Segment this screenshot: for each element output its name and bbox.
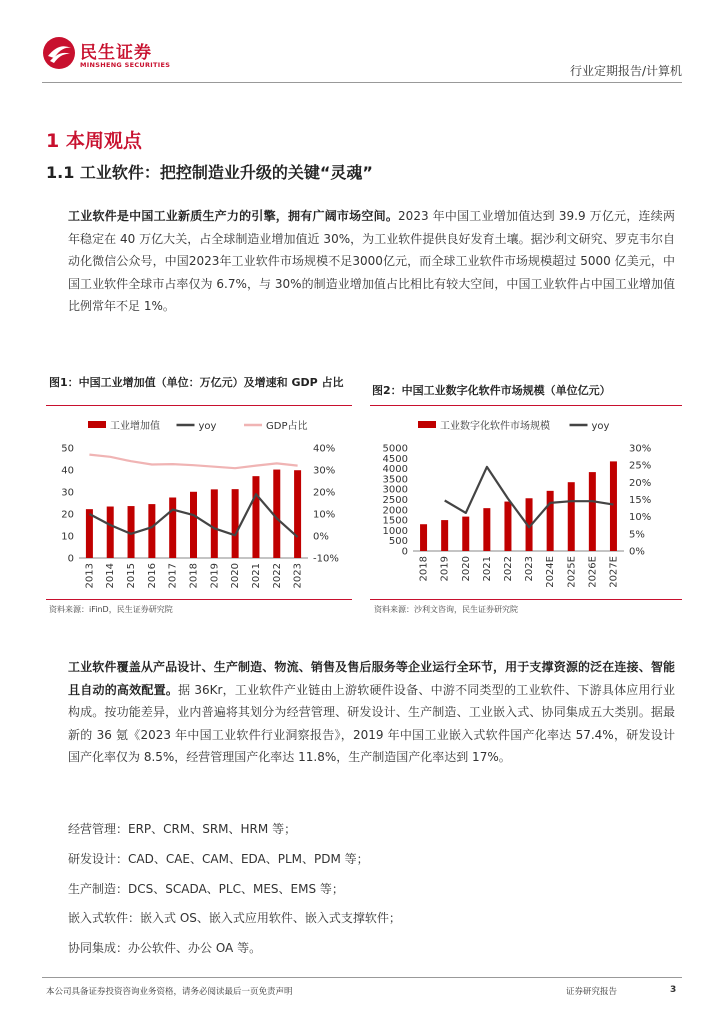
y-left-tick-label: 2500 [382,495,408,506]
x-tick-label: 2027E [608,556,620,588]
subsection-heading: 1.1 工业软件：把控制造业升级的关键“灵魂” [46,163,373,182]
y-left-tick-label: 4500 [382,453,408,465]
x-tick-label: 2018 [418,556,430,582]
y-left-tick-label: 10 [61,531,74,543]
paragraph-body: 2023 年中国工业增加值达到 39.9 万亿元，连续两年稳定在 40 万亿大关，占全球制造业增加值近 30%，为工业软件提供良好发育土壤。据沙利文研究、罗克韦尔自动化微信公众号，中国2023年工业软件市场规模不足3000亿元，而全球工业软件市场规模超过 5000 亿美元，中国工业软件全球市占率仅为 6.7%，与 30%的制造业增加值占比相比有较大空间，中国工业软件占中国工业增加值比例常年不足 1%。 [68,209,675,313]
figure2-bottom-rule [370,599,682,600]
figure1-source: 资料来源：iFinD，民生证券研究院 [49,605,173,614]
legend-label: 工业增加值 [110,421,160,432]
y-right-tick-label: 30% [313,465,336,477]
x-tick-label: 2022 [271,563,283,589]
bar [589,472,596,551]
figure2-source: 资料来源：沙利文咨询，民生证券研究院 [374,605,518,614]
figure1-title: 图1：中国工业增加值（单位：万亿元）及增速和 GDP 占比 [49,376,344,389]
x-tick-label: 2018 [188,563,200,589]
list-item: 研发设计：CAD、CAE、CAM、EDA、PLM、PDM 等； [68,852,369,866]
y-right-tick-label: 25% [629,460,652,472]
y-left-tick-label: 1500 [382,515,408,527]
figure2-top-rule [370,405,682,406]
x-tick-label: 2023 [524,556,536,582]
figure2-title: 图2：中国工业数字化软件市场规模（单位亿元） [372,384,611,397]
paragraph-body: 据 36Kr，工业软件产业链由上游软硬件设备、中游不同类型的工业软件、下游具体应用行业构成。按功能差异，业内普遍将其划分为经营管理、研发设计、生产制造、工业嵌入式、协同集成五大类别。据最新的 36 氪《2023 年中国工业软件行业洞察报告》，2019 年中国工业嵌入式软件国产化率达 57.4%，研发设计国产化率仅为 8.5%，经营管理国产化率达 11.8%，生产制造国产化率达到 17%。 [68,682,675,764]
y-left-tick-label: 50 [61,443,74,455]
legend-label: yoy [198,421,217,432]
y-left-tick-label: 0 [401,546,408,558]
bar [190,492,197,558]
y-left-tick-label: 4000 [382,464,408,476]
footer-label: 证券研究报告 [566,987,618,997]
y-right-tick-label: 0% [629,546,645,558]
legend-swatch [418,421,436,428]
y-left-tick-label: 20 [61,509,74,521]
x-tick-label: 2016 [146,563,158,589]
legend-label: 工业数字化软件市场规模 [440,421,550,432]
x-tick-label: 2021 [481,556,493,582]
x-tick-label: 2013 [84,563,96,589]
bar [107,507,114,558]
bar [610,461,617,551]
logo-text-cn: 民生证券 [80,43,152,63]
y-right-tick-label: -10% [313,553,339,565]
y-left-tick-label: 3500 [382,474,408,486]
y-left-tick-label: 1000 [382,525,408,537]
x-tick-label: 2017 [167,563,179,589]
y-right-tick-label: 0% [313,531,329,543]
y-right-tick-label: 30% [629,443,652,455]
x-tick-label: 2021 [250,563,262,589]
page-number: 3 [670,985,677,995]
y-left-tick-label: 2000 [382,505,408,517]
x-tick-label: 2022 [502,556,514,582]
figure1-top-rule [46,405,352,406]
bar [547,491,554,551]
bar [483,508,490,551]
y-right-tick-label: 10% [313,509,336,521]
bar [232,489,239,558]
legend-swatch [88,421,106,428]
y-left-tick-label: 5000 [382,443,408,455]
legend-label: GDP占比 [266,421,308,432]
x-tick-label: 2026E [587,556,599,588]
legend-label: yoy [591,421,610,432]
bar [148,504,155,558]
paragraph-coverage [68,656,675,769]
x-tick-label: 2020 [230,563,242,589]
footer-divider [42,977,682,978]
x-tick-label: 2015 [126,563,138,589]
bar [169,498,176,559]
bar [420,524,427,551]
paragraph-lead: 工业软件覆盖从产品设计、生产制造、物流、销售及售后服务等企业运行全环节，用于支撑资源的泛在连接、智能且自动的高效配置。 [68,660,675,697]
paragraph-market-space [68,205,675,318]
logo-mark-icon [42,36,76,70]
series-line [89,455,297,469]
digital-software-market-chart [370,410,682,598]
y-right-tick-label: 5% [629,529,645,541]
header-divider [42,82,682,83]
y-right-tick-label: 10% [629,512,652,524]
y-right-tick-label: 20% [629,477,652,489]
y-left-tick-label: 30 [61,487,74,499]
section-heading: 1 本周观点 [46,130,142,152]
list-item: 嵌入式软件：嵌入式 OS、嵌入式应用软件、嵌入式支撑软件； [68,911,401,925]
x-tick-label: 2019 [209,563,221,589]
y-left-tick-label: 500 [388,536,408,548]
x-tick-label: 2014 [105,563,117,589]
industrial-value-chart [46,410,352,598]
logo-text-en: MINSHENG SECURITIES [80,61,171,69]
x-tick-label: 2025E [566,556,578,588]
report-type: 行业定期报告/计算机 [569,64,682,78]
y-right-tick-label: 20% [313,487,336,499]
list-item: 生产制造：DCS、SCADA、PLC、MES、EMS 等； [68,882,344,896]
bar [504,502,511,551]
bar [568,482,575,551]
bar [462,517,469,551]
x-tick-label: 2023 [292,563,304,589]
y-left-tick-label: 0 [67,553,74,565]
list-item: 协同集成：办公软件、办公 OA 等。 [68,941,262,955]
x-tick-label: 2019 [439,556,451,582]
y-right-tick-label: 15% [629,495,652,506]
bar [441,520,448,551]
x-tick-label: 2020 [460,556,472,582]
page-header [0,0,724,90]
paragraph-lead: 工业软件是中国工业新质生产力的引擎，拥有广阔市场空间。 [68,209,399,223]
bar [252,476,259,558]
bar [294,470,301,558]
y-left-tick-label: 40 [61,465,74,477]
footer-disclaimer: 本公司具备证券投资咨询业务资格，请务必阅读最后一页免责声明 [46,987,293,997]
list-item: 经营管理：ERP、CRM、SRM、HRM 等； [68,822,297,836]
y-left-tick-label: 3000 [382,484,408,496]
x-tick-label: 2024E [545,556,557,588]
y-right-tick-label: 40% [313,443,336,455]
bar [211,489,218,558]
company-logo [42,36,182,76]
figure1-bottom-rule [46,599,352,600]
bar [273,470,280,558]
